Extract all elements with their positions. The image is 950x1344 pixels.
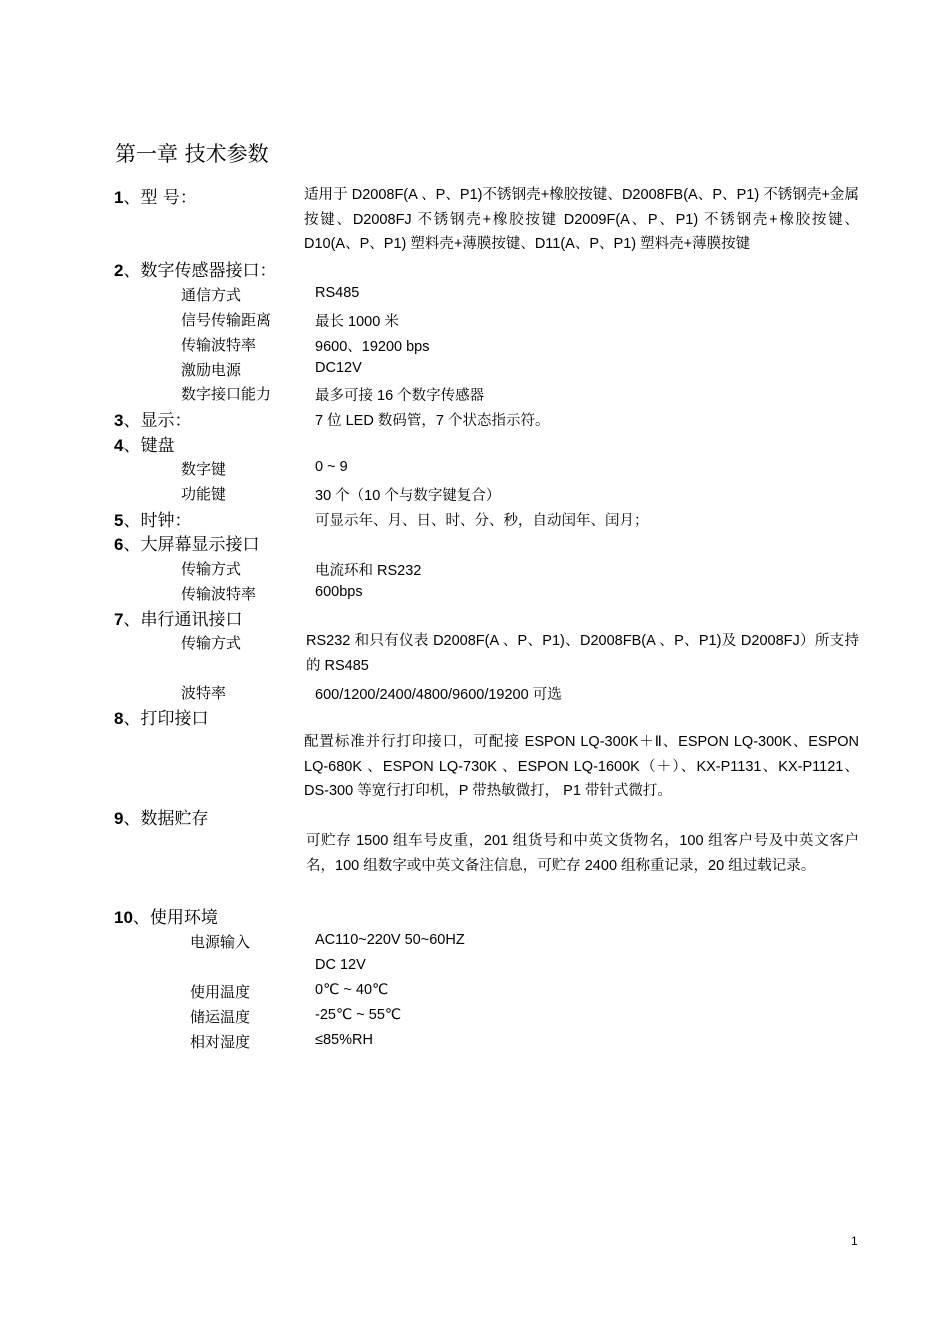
section-1-heading: 1、型 号： bbox=[114, 188, 197, 208]
section-9-text: 可贮存 1500 组车号皮重，201 组货号和中英文货物名，100 组客户号及中英文客户名，100 组数字或中英文备注信息，可贮存 2400 组称重记录，20 组过载记录。 bbox=[306, 833, 859, 874]
page-number: 1 bbox=[851, 1234, 858, 1248]
s10-label-1: 电源输入 bbox=[190, 933, 251, 951]
s6-label-2: 传输波特率 bbox=[181, 585, 257, 603]
s2-value-3: 9600、19200 bps bbox=[315, 339, 430, 355]
s6-value-2: 600bps bbox=[315, 584, 363, 600]
s2-label-4: 激励电源 bbox=[181, 361, 242, 379]
s6-label-1: 传输方式 bbox=[181, 560, 242, 578]
s10-value-4: -25℃ ~ 55℃ bbox=[315, 1007, 402, 1023]
section-8-heading: 8、打印接口 bbox=[114, 709, 209, 729]
s10-value-3: 0℃ ~ 40℃ bbox=[315, 982, 389, 998]
s10-value-5: ≤85%RH bbox=[315, 1032, 373, 1048]
s2-label-5: 数字接口能力 bbox=[181, 385, 272, 403]
s10-value-2: DC 12V bbox=[315, 957, 366, 973]
section-2-heading: 2、数字传感器接口： bbox=[114, 261, 277, 281]
s7-label-1: 传输方式 bbox=[181, 634, 242, 652]
section-9-heading: 9、数据贮存 bbox=[114, 809, 209, 829]
section-3-heading: 3、显示： bbox=[114, 411, 192, 431]
section-8-text: 配置标准并行打印接口，可配接 ESPON LQ-300K＋Ⅱ、ESPON LQ-300K、ESPON LQ-680K 、ESPON LQ-730K 、ESPON LQ-1600K（＋）、KX-P1131、KX-P1121、DS-300 等宽行打印机，P 带热敏微打， P1 带针式微打。 bbox=[304, 734, 859, 799]
s4-label-1: 数字键 bbox=[181, 460, 227, 478]
s10-label-4: 储运温度 bbox=[190, 1008, 251, 1026]
section-10-heading: 10、使用环境 bbox=[114, 908, 218, 928]
section-7-heading: 7、串行通讯接口 bbox=[114, 610, 243, 630]
section-5-text: 可显示年、月、日、时、分、秒，自动闰年、闰月； bbox=[315, 513, 649, 529]
s7-label-2: 波特率 bbox=[181, 684, 227, 702]
s4-value-2: 30 个（10 个与数字键复合） bbox=[315, 488, 501, 504]
s4-value-1: 0 ~ 9 bbox=[315, 459, 348, 475]
s2-value-5: 最多可接 16 个数字传感器 bbox=[315, 388, 485, 404]
s10-label-5: 相对湿度 bbox=[190, 1033, 251, 1051]
s2-value-2: 最长 1000 米 bbox=[315, 314, 399, 330]
s2-label-2: 信号传输距离 bbox=[181, 311, 272, 329]
s7-value-2: 600/1200/2400/4800/9600/19200 可选 bbox=[315, 687, 562, 703]
section-3-text: 7 位 LED 数码管，7 个状态指示符。 bbox=[315, 413, 550, 429]
section-6-heading: 6、大屏幕显示接口 bbox=[114, 535, 260, 555]
s2-label-1: 通信方式 bbox=[181, 286, 242, 304]
s10-value-1: AC110~220V 50~60HZ bbox=[315, 932, 465, 948]
s6-value-1: 电流环和 RS232 bbox=[315, 563, 422, 579]
s10-label-3: 使用温度 bbox=[190, 983, 251, 1001]
s2-label-3: 传输波特率 bbox=[181, 336, 257, 354]
chapter-title: 第一章 技术参数 bbox=[115, 142, 269, 166]
s7-value-1: RS232 和只有仪表 D2008F(A 、P、P1)、D2008FB(A 、P、P1)及 D2008FJ）所支持的 RS485 bbox=[306, 633, 859, 674]
s4-label-2: 功能键 bbox=[181, 485, 227, 503]
section-1-text: 适用于 D2008F(A 、P、P1)不锈钢壳+橡胶按键、D2008FB(A、P、P1) 不锈钢壳+金属按键、D2008FJ 不锈钢壳+橡胶按键 D2009F(A、P、P1) 不锈钢壳+橡胶按键、 D10(A、P、P1) 塑料壳+薄膜按键、D11(A、P、P1) 塑料壳+薄膜按键 bbox=[304, 187, 859, 252]
section-5-heading: 5、时钟： bbox=[114, 511, 192, 531]
s2-value-1: RS485 bbox=[315, 285, 360, 301]
s2-value-4: DC12V bbox=[315, 360, 362, 376]
section-4-heading: 4、键盘 bbox=[114, 436, 175, 456]
